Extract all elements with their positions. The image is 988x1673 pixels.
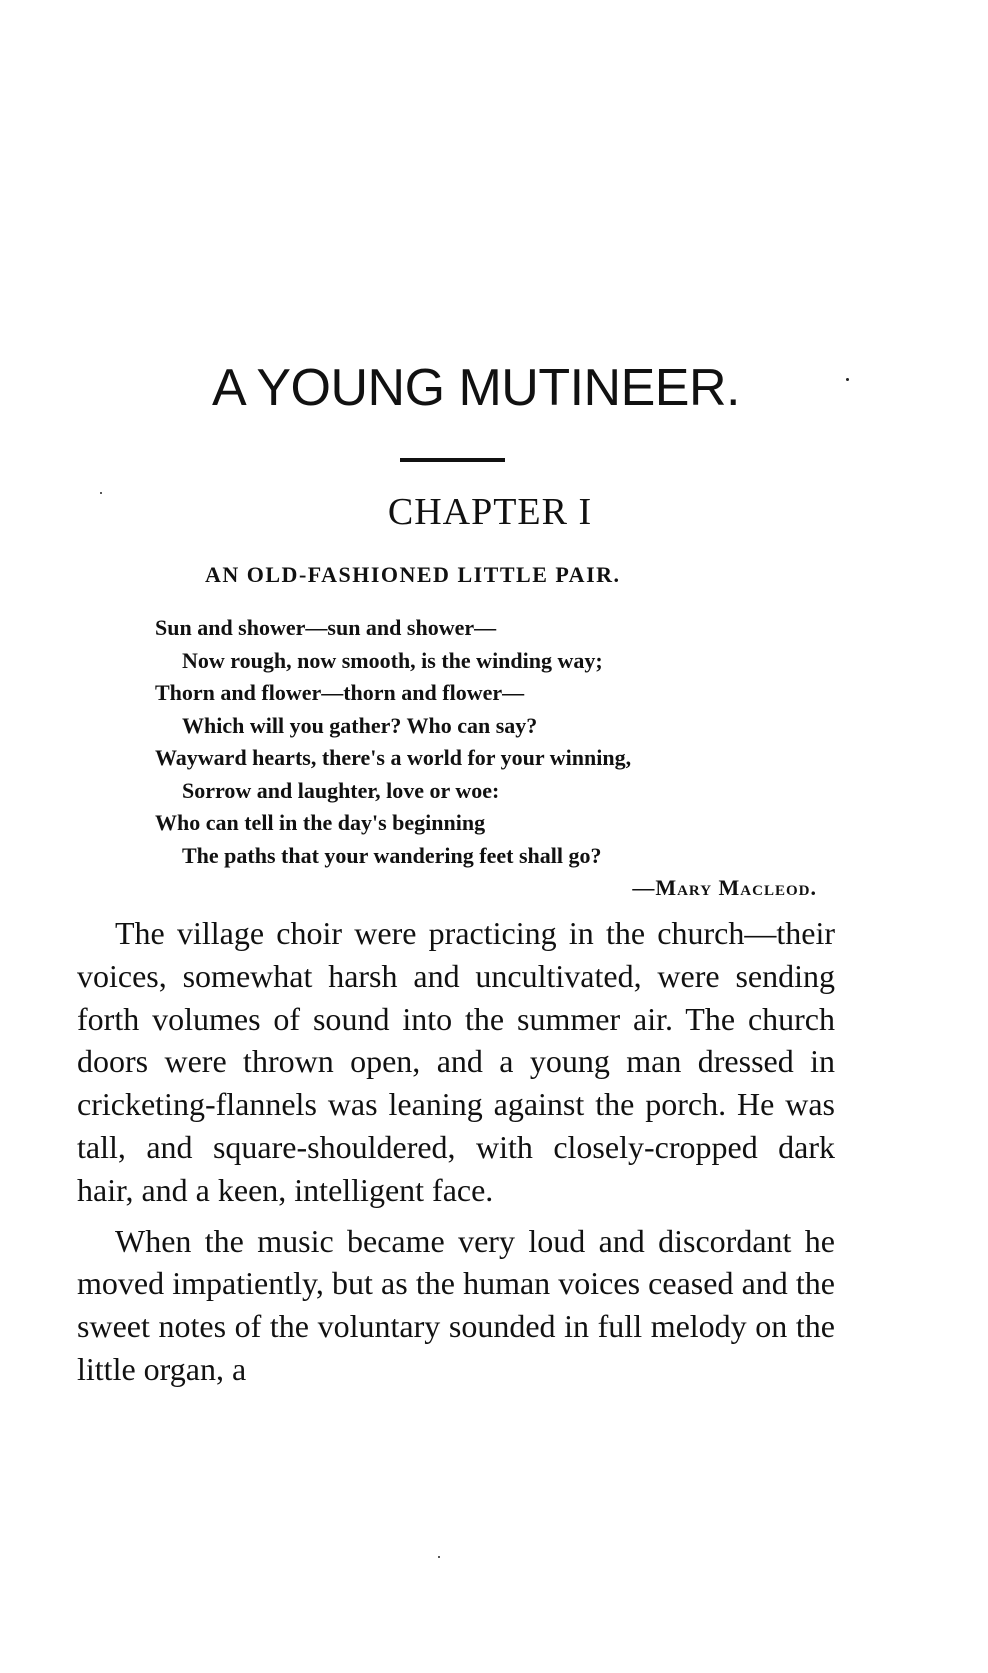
epigraph-line: Sun and shower—sun and shower—	[155, 615, 497, 640]
epigraph-line: The paths that your wandering feet shall go?	[182, 842, 602, 868]
title-divider	[400, 458, 505, 462]
body-paragraph: When the music became very loud and discordant he moved impatiently, but as the human voices ceased and the sweet notes of the voluntary sounded in full melody on the little organ, a	[77, 1222, 835, 1387]
epigraph	[155, 612, 835, 905]
chapter-body	[77, 912, 835, 1399]
chapter-heading: CHAPTER I	[387, 491, 593, 533]
epigraph-line: Thorn and flower—thorn and flower—	[155, 680, 525, 705]
print-speck	[100, 492, 102, 494]
epigraph-line: Sorrow and laughter, love or woe:	[182, 777, 500, 803]
epigraph-attribution: —Mary Macleod.	[632, 875, 817, 900]
epigraph-line: Who can tell in the day's beginning	[155, 810, 486, 835]
chapter-subtitle: AN OLD-FASHIONED LITTLE PAIR.	[205, 562, 621, 587]
book-title: A YOUNG MUTINEER.	[212, 359, 740, 417]
epigraph-line: Wayward hearts, there's a world for your winning,	[155, 745, 632, 770]
epigraph-line: Which will you gather? Who can say?	[182, 712, 538, 738]
print-speck	[438, 1556, 440, 1558]
epigraph-line: Now rough, now smooth, is the winding way;	[182, 647, 603, 673]
body-paragraph: The village choir were practicing in the church—their voices, somewhat harsh and uncultivated, were sending forth volumes of sound into the summer air. The church doors were thrown open, and a young man dressed in cricketing-flannels was leaning against the porch. He was tall, and square-shouldered, with closely-cropped dark hair, and a keen, intelligent face.	[77, 915, 835, 1208]
print-speck	[846, 378, 849, 381]
